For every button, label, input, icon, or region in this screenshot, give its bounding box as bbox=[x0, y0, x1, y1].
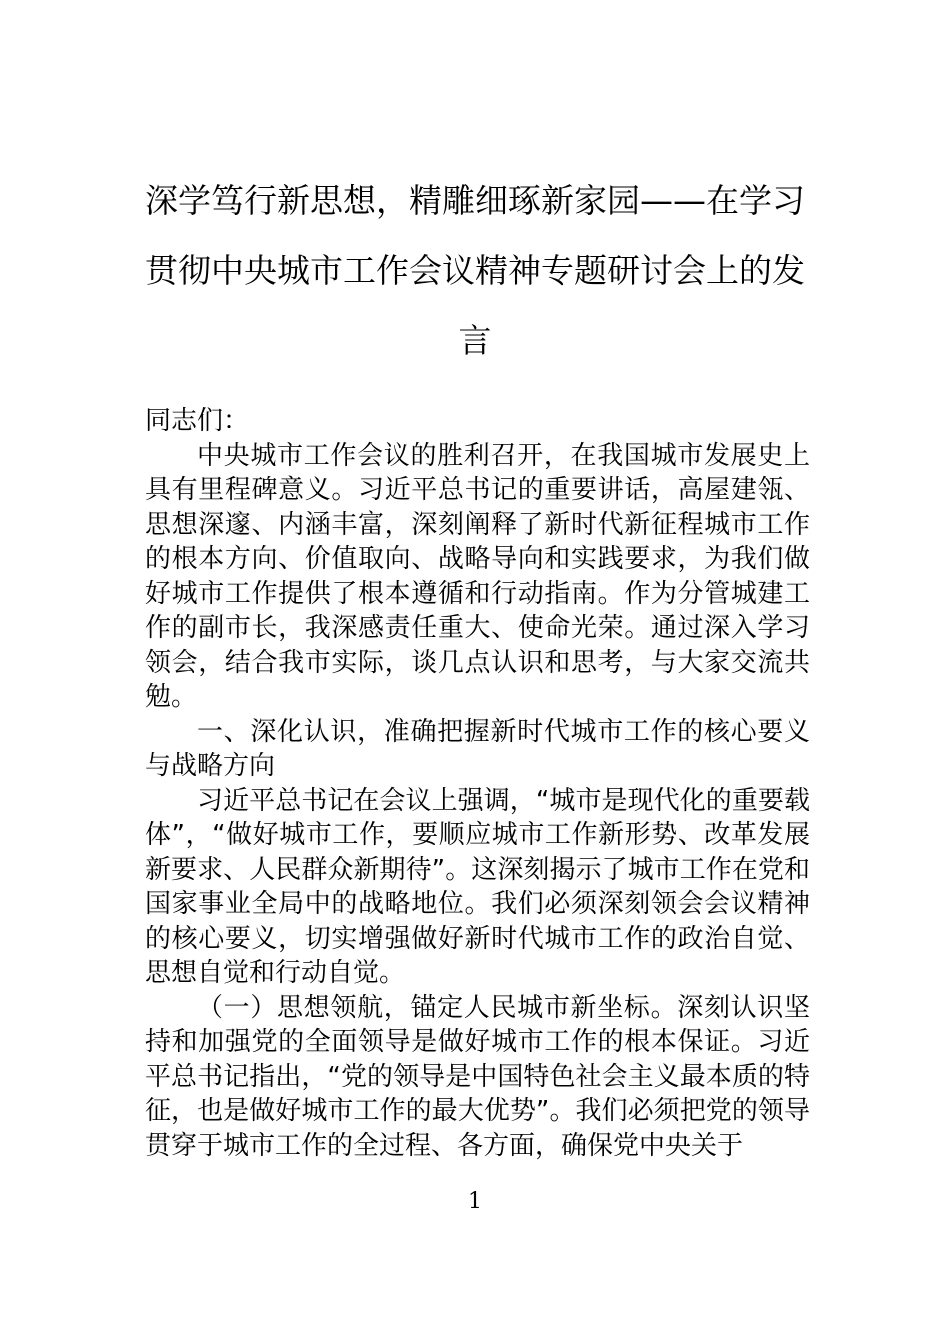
document-title: 深学笃行新思想，精雕细琢新家园——在学习贯彻中央城市工作会议精神专题研讨会上的发言 bbox=[145, 181, 805, 360]
document-body bbox=[145, 404, 810, 1163]
salutation: 同志们： bbox=[145, 406, 250, 436]
page-number: 1 bbox=[468, 1189, 482, 1214]
paragraph-section-1: 习近平总书记在会议上强调，“城市是现代化的重要载体”，“做好城市工作，要顺应城市工作新形势、改革发展新要求、人民群众新期待”。这深刻揭示了城市工作在党和国家事业全局中的战略地位。我们必须深刻领会会议精神的核心要义，切实增强做好新时代城市工作的政治自觉、思想自觉和行动自觉。 bbox=[145, 785, 810, 988]
paragraph-intro: 中央城市工作会议的胜利召开，在我国城市发展史上具有里程碑意义。习近平总书记的重要讲话，高屋建瓴、思想深邃、内涵丰富，深刻阐释了新时代新征程城市工作的根本方向、价值取向、战略导向和实践要求，为我们做好城市工作提供了根本遵循和行动指南。作为分管城建工作的副市长，我深感责任重大、使命光荣。通过深入学习领会，结合我市实际，谈几点认识和思考，与大家交流共勉。 bbox=[145, 440, 810, 712]
paragraph-subsection-1: （一）思想领航，锚定人民城市新坐标。深刻认识坚持和加强党的全面领导是做好城市工作的根本保证。习近平总书记指出，“党的领导是中国特色社会主义最本质的特征，也是做好城市工作的最大优势”。我们必须把党的领导贯穿于城市工作的全过程、各方面，确保党中央关于 bbox=[145, 992, 810, 1161]
section-heading-1: 一、深化认识，准确把握新时代城市工作的核心要义与战略方向 bbox=[145, 716, 810, 781]
